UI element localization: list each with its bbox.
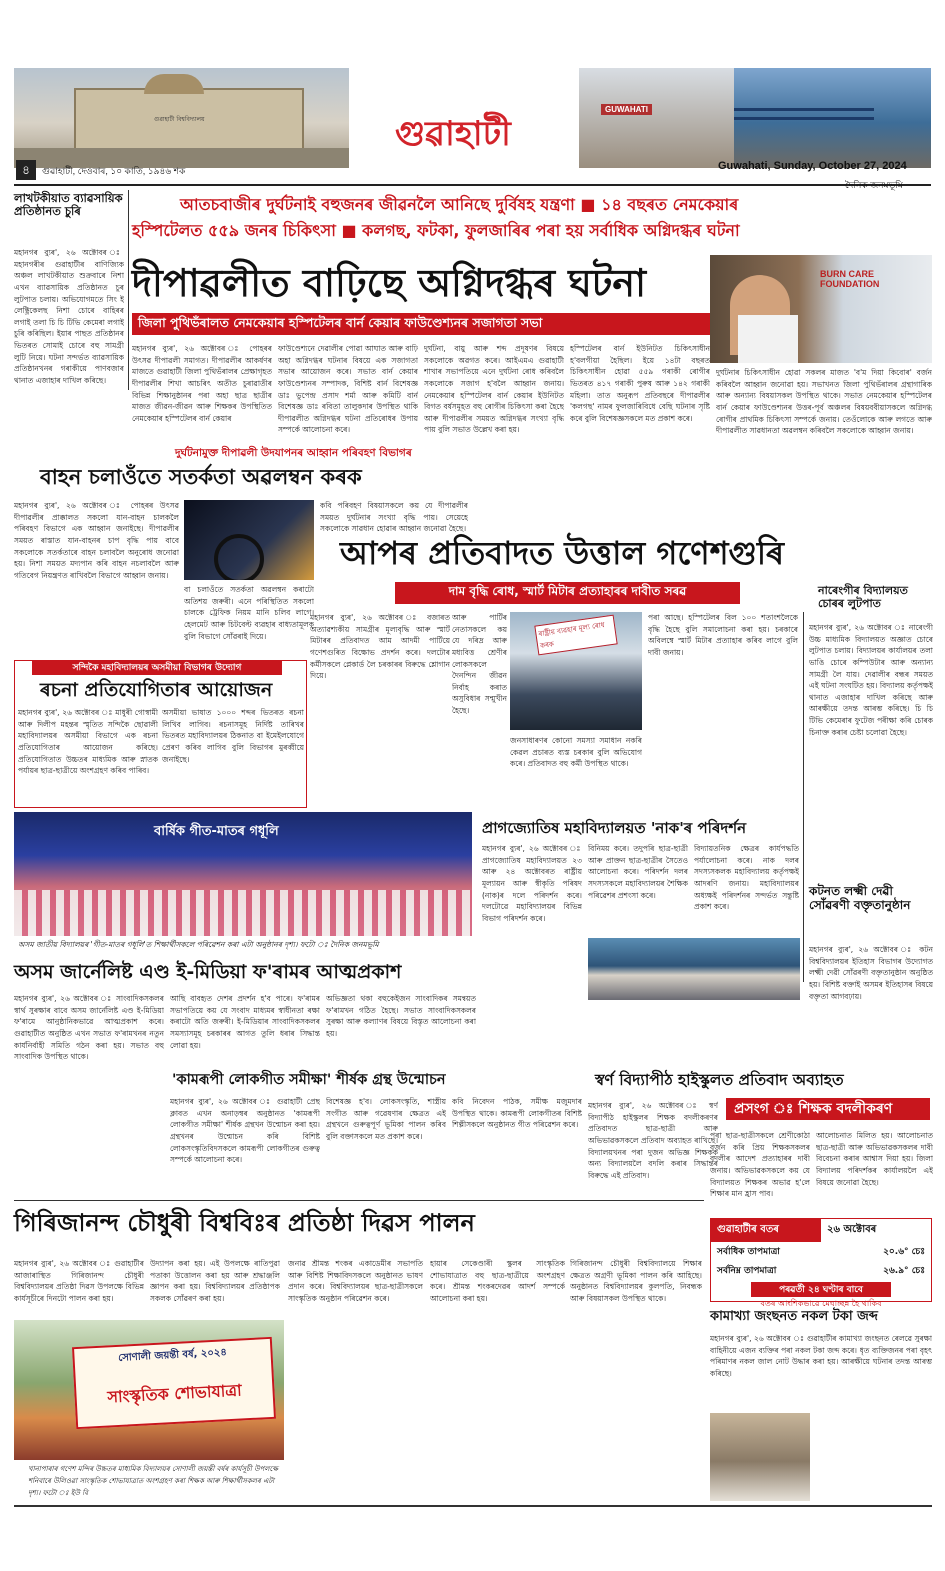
- traffic-photo: [184, 500, 314, 580]
- lead-headline: দীপাৱলীত বাঢ়িছে অগ্নিদগ্ধৰ ঘটনা: [132, 261, 647, 305]
- pragjyotish-photo: [588, 938, 800, 1000]
- swarna-body-col1: মহানগৰ ব্যুৰ', ২৬ অক্টোবৰ ঃ স্বৰ্ণ বিদ্যাপীঠ হাইস্কুলৰ শিক্ষক বদলীকৰণৰ প্ৰতিবাদত ছাত্ৰ-ছাত্ৰী আৰু অভিভাৱকসকলে প্ৰতিবাদ অব্যাহত ৰাখিছে। বিদ্যালয়খনৰ পৰা দুজন অভিজ্ঞ শিক্ষকক অন্য বিদ্যালয়লৈ বদলি কৰাৰ সিদ্ধান্তৰ বিৰুদ্ধে এই প্ৰতিবাদ।: [588, 1101, 718, 1180]
- kamakhya-headline: কামাখ্যা জংছনত নকল টকা জব্দ: [710, 1309, 878, 1324]
- pragjyotish-headline: প্ৰাগজ্যোতিষ মহাবিদ্যালয়ত 'নাক'ৰ পৰিদৰ্শন: [482, 819, 747, 837]
- swarna-body-col2: পৰা ছাত্ৰ-ছাত্ৰীসকলে শ্ৰেণীকোঠা বৰ্জন কৰি প্ৰিয় শিক্ষকসকলৰ বদলীৰ আদেশ প্ৰত্যাহাৰৰ দাবী জনায়। অভিভাৱকসকলে কয় যে বিদ্যালয়ত শিক্ষকৰ অভাৱ হ'লে শিক্ষাৰ মান হ্ৰাস পাব।: [710, 1131, 810, 1199]
- weather-forecast-text: বতৰ আংশিকভাৱে মেঘাচ্ছন্ন হৈ থাকিব: [760, 1299, 882, 1308]
- kamrupi-headline: 'কামৰূপী লোকগীত সমীক্ষা' শীৰ্ষক গ্ৰন্থ উন্মোচন: [172, 1072, 446, 1088]
- masthead-photo-bridge: [734, 68, 931, 168]
- dateline-assamese: গুৱাহাটী, দেওবাৰ, ১০ কাতি, ১৯৪৬ শক: [42, 166, 186, 176]
- choir-photo: [14, 812, 472, 936]
- weather-min-row: [711, 1261, 931, 1280]
- girijananda-body-col4: হায়াৰ সেকেণ্ডাৰী স্কুলৰ সাংস্কৃতিক শোভাযাত্ৰাত বহু ছাত্ৰ-ছাত্ৰীয়ে অংশগ্ৰহণ কৰে। শ্ৰীমন্ত শংকৰদেৱৰ আদৰ্শ সম্পৰ্কে আলোচনা কৰা হয়।: [430, 1259, 565, 1303]
- paper-name: দৈনিক জনমভূমি: [845, 180, 903, 190]
- ganeshguri-photo-sign: ৰাষ্ট্ৰীয় ব্যৱহাৰ মূল্য ৰোধ কৰক: [534, 615, 617, 656]
- weather-forecast-label: পৰৱৰ্তী ২৪ ঘণ্টাৰ বাবে: [751, 1282, 891, 1297]
- girijananda-body-col2: উদ্যাপন কৰা হয়। এই উপলক্ষে ৰাতিপুৱা পতাকা উত্তোলন কৰা হয় আৰু শ্ৰদ্ধাঞ্জলি জ্ঞাপন কৰা হয়। বিশ্ববিদ্যালয়ৰ প্ৰতিষ্ঠাপক সকলক সোঁৱৰণ কৰা হয়।: [150, 1259, 280, 1303]
- kamrupi-body-col3: কবি নিবেদন পাঠক, সমীক্ষ মজুমদাৰ উপস্থিত থাকে। কামৰূপী লোকগীতৰ বিশিষ্ট শিল্পীসকলে অনুষ্ঠানত গীত পৰিৱেশন কৰে।: [452, 1097, 582, 1130]
- ganeshguri-photo: [510, 612, 642, 730]
- weather-max-label: সৰ্বাধিক তাপমাত্ৰা: [717, 1247, 780, 1257]
- traffic-body-col1: মহানগৰ ব্যুৰ', ২৬ অক্টোবৰ ঃ পোহৰৰ উৎসৱ দীপাৱলীৰ প্ৰাক্কালত সকলো যান-বাহন চালকলৈ পৰিবহণ বিভাগে এক আহ্বান জনাইছে। দীপাৱলীৰ সময়ত ৰাস্তাত যান-বাহনৰ চাপ বৃদ্ধি পায় বাবে সকলোকে সতৰ্কতাৰে বাহন চলাবলৈ অনুৰোধ জনোৱা হয়। নিশা সময়ত মদ্যপান কৰি বাহন নচলাবলৈ আৰু গতিবেগ নিয়ন্ত্ৰণত ৰাখিবলৈ বিভাগে আহ্বান জনায়।: [14, 501, 179, 580]
- college-kicker: সন্দিকৈ মহাবিদ্যালয়ৰ অসমীয়া বিভাগৰ উদ্যোগ: [32, 661, 282, 675]
- journalist-headline: অসম জাৰ্নেলিষ্ট এণ্ড ই-মিডিয়া ফ'ৰামৰ আত্মপ্ৰকাশ: [14, 961, 402, 983]
- ganeshguri-subhead: দাম বৃদ্ধি ৰোধ, স্মাৰ্ট মিটাৰ প্ৰত্যাহাৰৰ দাবীত সৰৱ: [395, 582, 740, 604]
- traffic-headline: বাহন চলাওঁতে সতৰ্কতা অৱলম্বন কৰক: [40, 465, 362, 489]
- pragjyotish-body-col2: বিনিময় কৰে। তদুপৰি ছাত্ৰ-ছাত্ৰী আৰু প্ৰাক্তন ছাত্ৰ-ছাত্ৰীৰ সৈতেও আলোচনা কৰে। পৰিদৰ্শন দলৰ সদস্যসকলে মহাবিদ্যালয়ৰ শৈক্ষিক পৰিৱেশৰ প্ৰশংসা কৰে।: [588, 844, 688, 900]
- weather-date: ২৬ অক্টোবৰ: [821, 1219, 931, 1242]
- girijananda-photo: [14, 1320, 284, 1460]
- left-sidebar-body: মহানগৰ ব্যুৰ', ২৬ অক্টোবৰ ঃ মহানগৰীৰ গুৱাহাটীৰ বাণিজ্যিক অঞ্চল লাখটকীয়াত শুক্ৰবাৰে নিশা এখন ব্যাৱসায়িক প্ৰতিষ্ঠানত চুৰ লুটপাত চলায়। অভিযোগমতে সিং ই লেক্ট্ৰিকেলছ নিশা চোৰে বাহিৰৰ লগাই তলা চি চি টিভি কেমেৰা লগাই চুৰি কৰিছিল। ইয়াৰ পাছত প্ৰতিষ্ঠানৰ ভিতৰত সোমাই চোৰে বহু সামগ্ৰী লুটি নিয়ে। ঘটনা সন্দৰ্ভত ব্যাৱসায়িক প্ৰতিষ্ঠানখনৰ গৰাকীয়ে পাণবজাৰ থানাত এজাহাৰ দাখিল কৰিছে।: [14, 248, 124, 385]
- lead-photo-banner: BURN CARE FOUNDATION: [820, 269, 880, 289]
- journalist-body-col3: অভিজ্ঞতা থকা বহুকেইজন সাংবাদিকৰ সমন্বয়ত ফ'ৰামখন গঠিত হৈছে। সভাত সাংবাদিকসকলৰ সুৰক্ষা আৰু কল্যাণৰ বিষয়ে বিস্তৃত আলোচনা কৰা হয়।: [326, 994, 476, 1038]
- pragjyotish-body-col1: মহানগৰ ব্যুৰ', ২৬ অক্টোবৰ ঃ প্ৰাগজ্যোতিষ মহাবিদ্যালয়ত ২৩ আৰু ২৪ অক্টোবৰত ৰাষ্ট্ৰীয় মূল্যায়ন আৰু স্বীকৃতি পৰিষদ (নাক)ৰ দলে পৰিদৰ্শন কৰে। দলটোৱে মহাবিদ্যালয়ৰ বিভিন্ন বিভাগ পৰিদৰ্শন কৰে।: [482, 844, 582, 923]
- kamrupi-body-col2: বিশেষজ্ঞ হ'ব। লোকসংস্কৃতি, শাস্ত্ৰীয় সংগীত আৰু গৱেষণাৰ ক্ষেত্ৰত এই গ্ৰন্থখনে গুৰুত্বপূৰ্ণ ভূমিকা পালন কৰিব বুলি বক্তাসকলে মত প্ৰকাশ কৰে।: [326, 1097, 446, 1141]
- ganeshguri-body-col4: পৰা আছে। হস্পিটেলৰ বিল ১০০ শতাংশলৈকে বৃদ্ধি হৈছে বুলি সমালোচনা কৰা হয়। চৰকাৰে অবিলম্বে স্মাৰ্ট মিটাৰ প্ৰত্যাহাৰ কৰিব লাগে বুলি দাবী জনায়।: [648, 613, 798, 657]
- girijananda-banner-line2: সাংস্কৃতিক শোভাযাত্ৰা: [106, 1380, 243, 1407]
- weather-box: [710, 1218, 932, 1308]
- kamakhya-photo: [710, 1413, 810, 1501]
- kamrupi-body-col1: মহানগৰ ব্যুৰ', ২৬ অক্টোবৰ ঃ গুৱাহাটী প্ৰেছ ক্লাবত এখন অনাড়ম্বৰ অনুষ্ঠানত 'কামৰূপী লোকগীত সমীক্ষা' শীৰ্ষক গ্ৰন্থখন উন্মোচন কৰা হয়। গ্ৰন্থখনৰ উন্মোচন কৰি বিশিষ্ট লোকসংস্কৃতিবিদসকলে কামৰূপী লোকগীতৰ গুৰুত্ব সম্পৰ্কে আলোচনা কৰে।: [170, 1097, 320, 1165]
- lecture-headline: কটনত লক্ষ্মী দেৱী সোঁৱৰণী বক্তৃতানুষ্ঠান: [809, 884, 911, 912]
- theft-body: মহানগৰ ব্যুৰ', ২৬ অক্টোবৰ ঃ নাৰেংগী উচ্চ মাধ্যমিক বিদ্যালয়ত অজ্ঞাত চোৰে লুটপাত চলায়। বিদ্যালয়ৰ কাৰ্যালয়ৰ তলা ভাঙি চোৰে কম্পিউটাৰ আৰু অন্যান্য সামগ্ৰী লৈ যায়। দেৱালীৰ বন্ধৰ সময়ত এই ঘটনা সংঘটিত হয়। বিদ্যালয় কৰ্তৃপক্ষই থানাত এজাহাৰ দাখিল কৰিছে আৰু আৰক্ষীয়ে তদন্ত আৰম্ভ কৰিছে। চি চি টিভি কেমেৰাৰ ফুটেজ পৰীক্ষা কৰি চোৰক চিনাক্ত কৰাৰ চেষ্টা চলোৱা হৈছে।: [809, 623, 933, 737]
- page-number: ৪: [16, 160, 36, 180]
- lead-body-col1: মহানগৰ ব্যুৰ', ২৬ অক্টোবৰ ঃ পোহৰৰ উৎসৱ দীপাৱলী সমাগত। দীপাৱলীৰ আকৰ্ষণৰ মাজতে গুৱাহাটী জিলা পুথিভঁৰালৰ প্ৰেক্ষাগৃহত দীপাৱলীৰ শিখা আচৰিৎ অতীত চুৰাৱাতীৰ বিভিন্ন শিক্ষানুষ্ঠানৰ পৰা অহা ছাত্ৰ ছাত্ৰীৰ মাজত জীৱন-জীৱন আৰু শিক্ষকৰ উপস্থিতিত নেমকেয়াৰ হস্পিটেলৰ বাৰ্ন কেয়াৰ: [132, 344, 272, 423]
- swarna-body-col3: আলোচনাত মিলিত হয়। আলোচনাত ছাত্ৰ-ছাত্ৰী আৰু অভিভাৱকসকলৰ দাবী বিবেচনা কৰাৰ আশ্বাস দিয়া হয়। জিলা বিদ্যালয় পৰিদৰ্শকৰ কাৰ্যালয়লৈ এই বিষয়ে জনোৱা হৈছে।: [816, 1131, 933, 1187]
- masthead-logo: গুৱাহাটী: [395, 114, 511, 154]
- girijananda-banner-line1: সোণালী জয়ন্তী বৰ্ষ, ২০২৪: [117, 1347, 228, 1364]
- lecture-body: মহানগৰ ব্যুৰ', ২৬ অক্টোবৰ ঃ কটন বিশ্ববিদ্যালয়ৰ ইতিহাস বিভাগৰ উদ্যোগত লক্ষ্মী দেৱী সোঁৱৰণী বক্তৃতানুষ্ঠান অনুষ্ঠিত হয়। বিশিষ্ট বক্তাই অসমৰ ইতিহাসৰ বিষয়ে বক্তৃতা আগবঢ়ায়।: [809, 945, 933, 1001]
- ganeshguri-body-col2: আৰু পাৰ্টিৰ নেতাসকলে কয় যে দৰিদ্ৰ আৰু মধ্যবিত্ত শ্ৰেণীৰ লোকসকলে দৈনন্দিন জীৱন নিৰ্বাহ কৰাত অসুবিধাৰ সন্মুখীন হৈছে।: [452, 613, 507, 715]
- girijananda-body-col5: গিৰিজানন্দ চৌধুৰী বিশ্ববিদ্যালয়ে শিক্ষাৰ ক্ষেত্ৰত অগ্ৰণী ভূমিকা পালন কৰি আহিছে। অনুষ্ঠানত বিশ্ববিদ্যালয়ৰ কুলপতি, নিবন্ধক আৰু বিষয়াসকল উপস্থিত থাকে।: [570, 1259, 702, 1303]
- weather-min-value: ২৬.৯° চেঃ: [883, 1266, 925, 1276]
- college-body-col2: অসমীয়া ভাষাত ১০০০ শব্দৰ ভিতৰত ৰচনা লিখিব লাগিব। ৰচনাসমূহ নিৰ্দিষ্ট তাৰিখৰ ভিতৰত মহাবিদ্যালয়ৰ ঠিকনাত বা ইমেইলযোগে প্ৰেৰণ কৰিব লাগিব বুলি বিভাগৰ মুৰব্বীয়ে জনাইছে।: [162, 708, 304, 764]
- girijananda-headline: গিৰিজানন্দ চৌধুৰী বিশ্ববিঃৰ প্ৰতিষ্ঠা দিৱস পালন: [14, 1209, 475, 1237]
- theft-headline: নাৰেংগীৰ বিদ্যালয়ত চোৰৰ লুটপাত: [818, 584, 908, 610]
- choir-banner: বাৰ্ষিক গীত-মাতৰ গধূলি: [154, 824, 279, 839]
- girijananda-body-col1: মহানগৰ ব্যুৰ', ২৬ অক্টোবৰ ঃ গুৱাহাটীৰ আজাৰাস্থিত গিৰিজানন্দ চৌধুৰী বিশ্ববিদ্যালয়ৰ প্ৰতিষ্ঠা দিৱস উপলক্ষে বিভিন্ন কাৰ্যসূচীৰে দিনটো পালন কৰা হয়।: [14, 1259, 144, 1303]
- college-body-col1: মহানগৰ ব্যুৰ', ২৬ অক্টোবৰ ঃ মাধুৰী গোস্বামী আৰু দিলীপ মহন্তৰ স্মৃতিত সন্দিকৈ ছোৱালী মহাবিদ্যালয়ৰ অসমীয়া বিভাগে এক ৰচনা প্ৰতিযোগিতাৰ আয়োজন কৰিছে। প্ৰতিযোগিতাত উচ্চতৰ মাধ্যমিক আৰু স্নাতক পৰ্যায়ৰ ছাত্ৰ-ছাত্ৰীয়ে অংশগ্ৰহণ কৰিব পাৰিব।: [18, 708, 158, 776]
- gate-sign: গুৱাহাটী বিশ্ববিদ্যালয়: [154, 116, 205, 123]
- weather-max-value: ২০.৬° চেঃ: [883, 1247, 925, 1257]
- swarna-headline: স্বৰ্ণ বিদ্যাপীঠ হাইস্কুলত প্ৰতিবাদ অব্যাহত: [595, 1071, 844, 1089]
- masthead-photo-left: [14, 68, 349, 168]
- lead-body-col2: ফাউণ্ডেশ্যনে দেৱালীৰ পোৱা আঘাত আৰু বাঢ়ি অহা অগ্নিদগ্ধৰ ঘটনাৰ বিষয়ে এক সজাগতা সভাৰ আয়োজন কৰে। সভাত বাৰ্ন কেয়াৰ ফাউণ্ডেশ্যনৰ সম্পাদক, বিশিষ্ট বাৰ্ন বিশেষজ্ঞ ডাঃ ভুপেন্দ্ৰ প্ৰসাদ শৰ্মা আৰু কমিটি বাৰ্ন বিশেষজ্ঞ ডাঃ ৰবিতা তালুকদাৰ উপস্থিত থাকি দীপাৱলীত অগ্নিদগ্ধৰ ঘটনা প্ৰতিৰোধৰ উপায় সম্পৰ্কে আলোচনা কৰে।: [278, 344, 418, 435]
- girijananda-caption: খানাপাৰাৰ গণেশ মন্দিৰ উচ্চতৰ মাধ্যমিক বিদ্যালয়ৰ সোণালী জয়ন্তী বৰ্ষৰ কাৰ্যসূচী উপলক্ষে শনিবাৰে উলিওৱা সাংস্কৃতিক শোভাযাত্ৰাত অংশগ্ৰহণ কৰা শিক্ষক আৰু শিক্ষাৰ্থীসকলৰ এটা দৃশ্য। ফটো ঃ ইউ বি: [28, 1465, 278, 1497]
- lead-body-col4: হস্পিটেলৰ বাৰ্ন ইউনিটত চিকিৎসাধীন হ'বলগীয়া হৈছিল। ইয়ে ১৪টা বছৰত চিকিৎসাধীন হোৱা ৫৫৯ গৰাকী ৰোগীৰ ভিতৰত ৪১৭ গৰাকী পুৰুষ আৰু ১৪২ গৰাকী মহিলা। তাত অনুৰূপ প্ৰতিবছৰে দীপাৱলীৰ 'কলগছ' নামৰ ফুলজাৰিবিধে বেছি ঘটনাৰ সৃষ্টি কৰে বুলি বিশেষজ্ঞসকলে মত প্ৰকাশ কৰে।: [570, 344, 710, 423]
- ganeshguri-body-col3: জনসাধাৰণৰ কোনো সমস্যা সমাধান নকৰি কেৱল প্ৰচাৰত ব্যস্ত চৰকাৰ বুলি অভিযোগ কৰে। প্ৰতিবাদত বহু কৰ্মী উপস্থিত থাকে।: [510, 736, 642, 769]
- weather-max-row: [711, 1242, 931, 1261]
- traffic-body-col3: কবি পৰিবহণ বিষয়াসকলে কয় যে দীপাৱলীৰ সময়ত দুৰ্ঘটনাৰ সংখ্যা বৃদ্ধি পায়। সেয়েহে সকলোকে সাৱধান হোৱাৰ আহ্বান জনোৱা হৈছে।: [320, 501, 468, 534]
- weather-min-label: সৰ্বনিম্ন তাপমাত্ৰা: [717, 1266, 777, 1276]
- lead-sidebar-body: দুৰ্ঘটনাৰ চিকিৎসাধীন হোৱা সকলৰ মাজত 'ব'ম দিয়া কিবোৰ' বৰ্জন কৰিবলৈ আহ্বান জনোৱা হয়। সভাখনত জিলা পুথিভঁৰালৰ গ্ৰন্থাগাৰিক আৰু অন্যান্য বিষয়াসকল উপস্থিত থাকে। সভাত নেমকেয়াৰ হস্পিটেলৰ বাৰ্ন কেয়াৰ ফাউণ্ডেশ্যনৰ উত্তৰ-পূৰ্ব অঞ্চলৰ বিষয়ববীয়াসকলে অগ্নিদগ্ধ ৰোগীৰ প্ৰাথমিক চিকিৎসা সম্পৰ্কে জনায়। তেওঁলোকে আৰু লগতে আৰু দীপাৱলীত সাৱধানতা অৱলম্বন কৰিবলৈ সকলোকে আহ্বান জনায়।: [716, 368, 932, 436]
- lead-body-col3: দুৰ্ঘটনা, বায়ু আৰু শব্দ প্ৰদূষণৰ বিষয়ে সকলোকে অৱগত কৰে। আইএমএ গুৱাহাটী শাখাৰ সভাপতিয়ে এনে দুৰ্ঘটনা ৰোধ কৰিবলৈ সকলোকে সজাগ হ'বলৈ আহ্বান জনায়। নেমকেয়াৰ হস্পিটেলৰ বাৰ্ন কেয়াৰ ইউনিটত বিগত বৰ্ষসমূহত বহু ৰোগীৰ চিকিৎসা কৰা হৈছে আৰু দীপাৱলীৰ সময়ত অগ্নিদগ্ধৰ সংখ্যা বৃদ্ধি পায় বুলি সভাত উল্লেখ কৰা হয়।: [424, 344, 564, 435]
- top-banner-line1: আতচবাজীৰ দুৰ্ঘটনাই বহুজনৰ জীৱনলৈ আনিছে দুৰ্বিষহ যন্ত্ৰণা ■ ১৪ বছৰত নেমকেয়াৰ: [180, 195, 739, 214]
- top-banner-line2: হস্পিটেলত ৫৫৯ জনৰ চিকিৎসা ■ কলগছ, ফটকা, ফুলজাৰিৰ পৰা হয় সৰ্বাধিক অগ্নিদগ্ধৰ ঘটনা: [132, 221, 740, 240]
- station-sign: GUWAHATI: [601, 104, 652, 115]
- left-sidebar-headline: লাখটকীয়াত ব্যাৱসায়িক প্ৰতিষ্ঠানত চুৰি: [14, 191, 123, 219]
- journalist-body-col2: আছি বাবহৃত দেশৰ প্ৰদৰ্শন হ'ব পাৰে। ফ'ৰামৰ সভাপতিয়ে কয় যে সংবাদ মাধ্যমৰ স্বাধীনতা ৰক্ষা কৰাটো অতি জৰুৰী। ই-মিডিয়াৰ সাংবাদিকসকলৰ সমস্যাসমূহ চৰকাৰৰ আগত তুলি ধৰাৰ সিদ্ধান্ত লোৱা হয়।: [170, 994, 320, 1050]
- masthead-photo-station: [579, 68, 734, 168]
- choir-caption: অসম জাতীয় বিদ্যালয়ৰ 'গীত-মাতৰ গধূলি'ত শিক্ষাৰ্থীসকলে পৰিৱেশন কৰা এটা অনুষ্ঠানৰ দৃশ্য। ফটো ঃ দৈনিক জনমভূমি: [18, 940, 379, 949]
- lead-photo: [710, 255, 932, 363]
- ganeshguri-headline: আপৰ প্ৰতিবাদত উত্তাল গণেশগুৰি: [340, 534, 785, 572]
- swarna-banner: প্ৰসংগ ঃ শিক্ষক বদলীকৰণ: [726, 1098, 930, 1120]
- kamakhya-body: মহানগৰ ব্যুৰ', ২৬ অক্টোবৰ ঃ গুৱাহাটীৰ কামাখ্যা জংছনত ৰেলৱে সুৰক্ষা বাহিনীয়ে এজন ব্যক্তিৰ পৰা নকল টকা জব্দ কৰে। ধৃত ব্যক্তিজনৰ পৰা বৃহৎ পৰিমাণৰ নকল জাল নোট উদ্ধাৰ কৰা হয়। আৰক্ষীয়ে ঘটনাৰ তদন্ত আৰম্ভ কৰিছে।: [710, 1334, 932, 1378]
- traffic-body-col2: বা চলাওঁতে সতৰ্কতা অৱলম্বন কৰাটো অতিশয় জৰুৰী। এনে পৰিস্থিতিত সকলো চালকে ট্ৰেফিক নিয়ম মানি চলিব লাগে। হেলমেট আৰু চিটবেল্ট ব্যৱহাৰ বাধ্যতামূলক বুলি বিভাগে সোঁৱৰাই দিয়ে।: [184, 585, 314, 641]
- ganeshguri-body-col1: মহানগৰ ব্যুৰ', ২৬ অক্টোবৰ ঃ বজাৰত অত্যাৱশ্যকীয় সামগ্ৰীৰ মূল্যবৃদ্ধি আৰু স্মাৰ্ট মিটাৰৰ প্ৰতিবাদত আম আদমী পাৰ্টিয়ে গণেশগুৰিত বিক্ষোভ প্ৰদৰ্শন কৰে। দলটোৰ কৰ্মীসকলে প্লেকাৰ্ড লৈ চৰকাৰৰ বিৰুদ্ধে শ্লোগান দিয়ে।: [310, 613, 450, 681]
- girijananda-body-col3: জনাৱ শ্ৰীমন্ত শংকৰ একাডেমীৰ সভাপতি আৰু বিশিষ্ট শিক্ষাবিদসকলে অনুষ্ঠানত ভাষণ প্ৰদান কৰে। বিশ্ববিদ্যালয়ৰ ছাত্ৰ-ছাত্ৰীসকলে সাংস্কৃতিক অনুষ্ঠান পৰিৱেশন কৰে।: [288, 1259, 423, 1303]
- college-headline: ৰচনা প্ৰতিযোগিতাৰ আয়োজন: [40, 679, 273, 701]
- weather-title: গুৱাহাটীৰ বতৰ: [711, 1219, 821, 1242]
- journalist-body-col1: মহানগৰ ব্যুৰ', ২৬ অক্টোবৰ ঃ সাংবাদিকসকলৰ স্বাৰ্থ সুৰক্ষাৰ বাবে অসম জাৰ্নেলিষ্ট এণ্ড ই-মিডিয়া ফ'ৰামে আনুষ্ঠানিকভাৱে আত্মপ্ৰকাশ কৰে। গুৱাহাটীত অনুষ্ঠিত এখন সভাত ফ'ৰামখনৰ নতুন কাৰ্যনিৰ্বাহী সমিতি গঠন কৰা হয়। সভাত বহু সাংবাদিক উপস্থিত থাকে।: [14, 994, 164, 1062]
- dateline-english: Guwahati, Sunday, October 27, 2024: [718, 160, 907, 172]
- pragjyotish-body-col3: বিদ্যায়তনিক ক্ষেত্ৰৰ কাৰ্যপদ্ধতি পৰ্যালোচনা কৰে। নাক দলৰ সদস্যসকলক মহাবিদ্যালয় কৰ্তৃপক্ষই আদৰণি জনায়। মহাবিদ্যালয়ৰ অধ্যক্ষই পৰিদৰ্শনৰ সন্দৰ্ভত সন্তুষ্টি প্ৰকাশ কৰে।: [694, 844, 799, 912]
- traffic-kicker: দুৰ্ঘটনামুক্ত দীপাৱলী উদযাপনৰ আহ্বান পৰিবহণ বিভাগৰ: [175, 447, 412, 459]
- lead-subhead: জিলা পুথিভঁৰালত নেমকেয়াৰ হস্পিটেলৰ বাৰ্ন কেয়াৰ ফাউণ্ডেশ্যনৰ সজাগতা সভা: [132, 313, 710, 335]
